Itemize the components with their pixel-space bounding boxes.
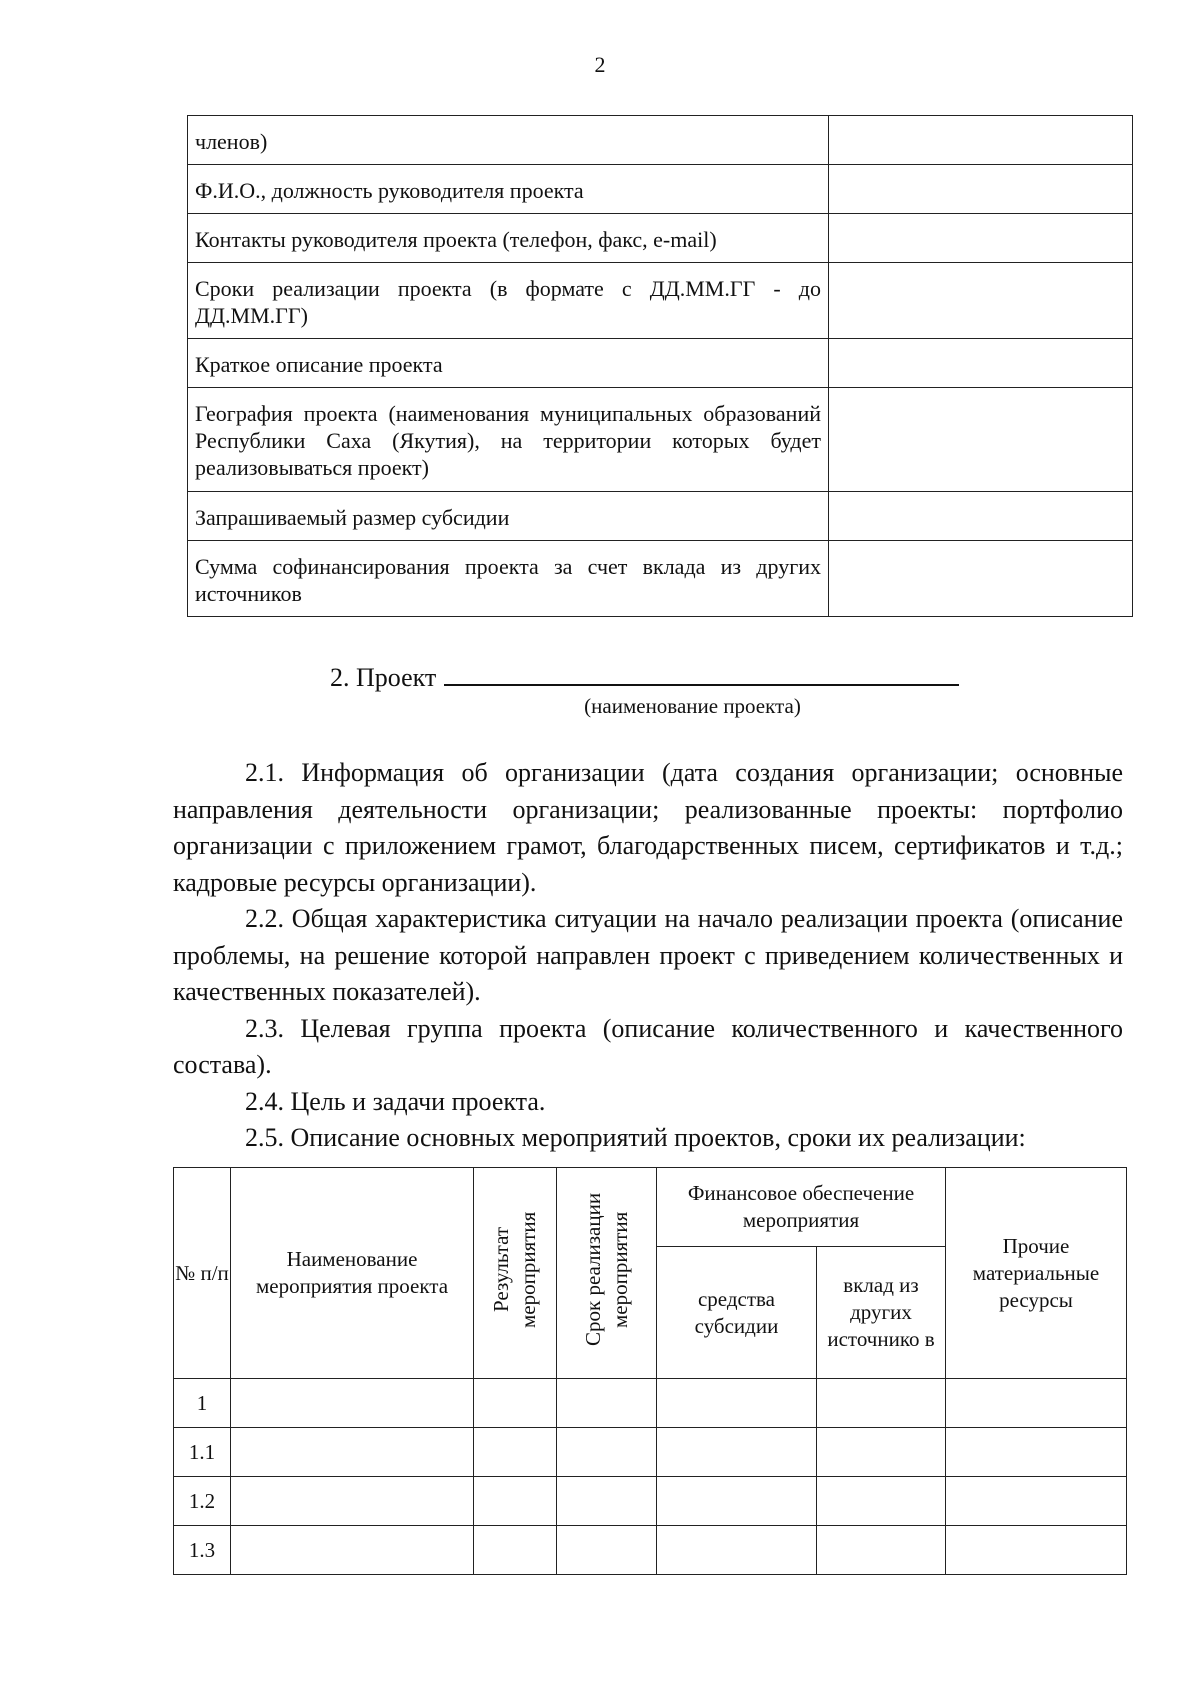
info-row-value [829,492,1133,541]
body-text [173,755,1123,1157]
header-result: Результат мероприятия [489,1211,540,1328]
section-heading [330,660,959,693]
header-row [174,1168,1127,1247]
activity-cell [946,1477,1127,1526]
activity-cell [474,1379,557,1428]
paragraph: 2.1. Информация об организации (дата создания организации; основные направления деятельности организации; реализованные проекты: портфолио организации с приложением грамот, благодарственных писем, сертификатов и т.д.; кадровые ресурсы организации). [173,758,1123,897]
info-row [188,492,1133,541]
activity-cell [557,1379,657,1428]
info-row [188,116,1133,165]
activity-cell [231,1379,474,1428]
activity-row [174,1379,1127,1428]
info-row-value [829,165,1133,214]
section-caption: (наименование проекта) [584,694,801,718]
header-term: Срок реализации мероприятия [580,1192,632,1347]
activity-cell [557,1526,657,1575]
paragraph: 2.3. Целевая группа проекта (описание количественного и качественного состава). [173,1013,1123,1079]
info-row-value [829,116,1133,165]
info-row-label: Контакты руководителя проекта (телефон, факс, e-mail) [188,214,829,263]
info-row [188,263,1133,339]
activity-cell [557,1428,657,1477]
info-row [188,388,1133,492]
activity-cell [474,1477,557,1526]
paragraph: 2.5. Описание основных мероприятий проектов, сроки их реализации: [245,1123,1026,1152]
info-row-value [829,263,1133,339]
info-row-label: География проекта (наименования муниципальных образований Республики Саха (Якутия), на территории которых будет реализовываться проект) [188,388,829,492]
activity-cell [474,1526,557,1575]
info-row [188,165,1133,214]
header-num: № п/п [174,1168,231,1379]
info-row [188,541,1133,617]
info-row-label: Ф.И.О., должность руководителя проекта [188,165,829,214]
activity-row-number: 1 [174,1379,231,1428]
activity-cell [657,1477,817,1526]
info-row-label: членов) [188,116,829,165]
info-row [188,339,1133,388]
activity-cell [817,1379,946,1428]
header-other-resources: Прочие материальные ресурсы [946,1168,1127,1379]
activity-cell [817,1477,946,1526]
header-term-cell [557,1168,657,1379]
activity-cell [946,1379,1127,1428]
activity-cell [557,1477,657,1526]
activity-cell [817,1428,946,1477]
header-other-sources: вклад из других источнико в [817,1247,946,1379]
info-row-label: Запрашиваемый размер субсидии [188,492,829,541]
activity-row [174,1477,1127,1526]
activity-cell [657,1379,817,1428]
activities-table-body [174,1168,1127,1575]
project-info-table [187,115,1133,617]
project-name-blank-line [444,660,959,686]
header-result-cell [474,1168,557,1379]
activity-row [174,1526,1127,1575]
activity-cell [231,1477,474,1526]
activity-row-number: 1.1 [174,1428,231,1477]
activity-cell [946,1526,1127,1575]
info-row-value [829,339,1133,388]
info-row [188,214,1133,263]
header-name: Наименование мероприятия проекта [231,1168,474,1379]
activity-cell [474,1428,557,1477]
activities-table [173,1167,1127,1575]
activity-cell [946,1428,1127,1477]
activity-row-number: 1.3 [174,1526,231,1575]
info-row-value [829,541,1133,617]
header-finance: Финансовое обеспечение мероприятия [657,1168,946,1247]
activity-cell [657,1526,817,1575]
project-info-table-body [188,116,1133,617]
info-row-value [829,214,1133,263]
header-subsidy: средства субсидии [657,1247,817,1379]
paragraph: 2.4. Цель и задачи проекта. [245,1086,546,1116]
page-number: 2 [594,52,606,77]
paragraph: 2.2. Общая характеристика ситуации на начало реализации проекта (описание проблемы, на решение которой направлен проект с приведением количественных и качественных показателей). [173,904,1123,1006]
info-row-value [829,388,1133,492]
activity-cell [231,1428,474,1477]
info-row-label: Краткое описание проекта [188,339,829,388]
info-row-label: Сроки реализации проекта (в формате с ДД.ММ.ГГ - до ДД.ММ.ГГ) [188,263,829,339]
activity-cell [231,1526,474,1575]
section-heading-text: 2. Проект [330,663,437,692]
info-row-label: Сумма софинансирования проекта за счет вклада из других источников [188,541,829,617]
activity-row [174,1428,1127,1477]
activity-row-number: 1.2 [174,1477,231,1526]
activity-cell [817,1526,946,1575]
activity-cell [657,1428,817,1477]
